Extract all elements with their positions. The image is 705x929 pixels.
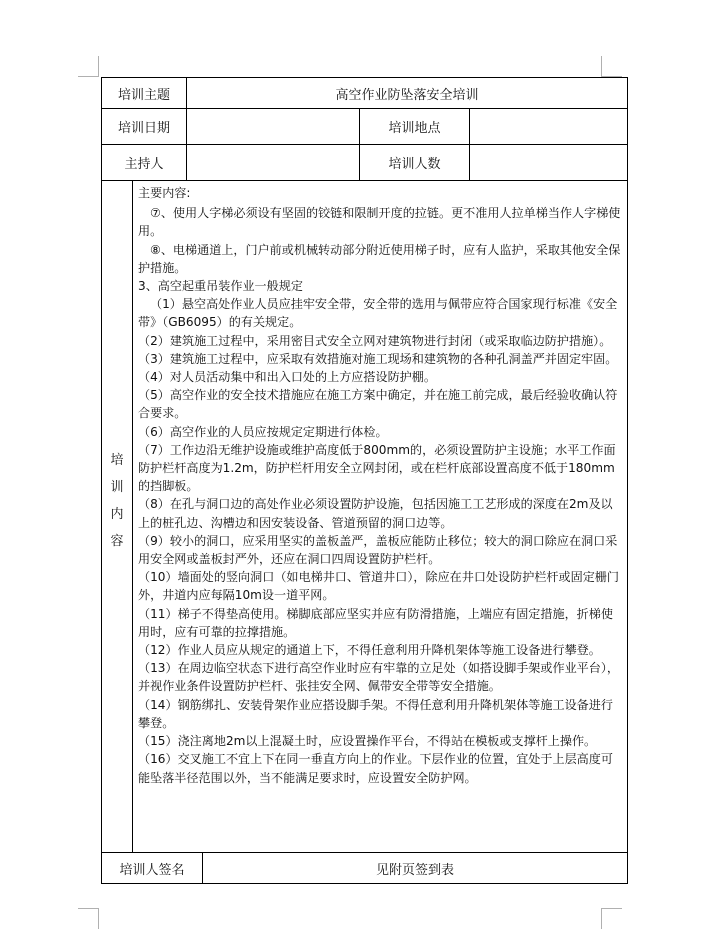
content-side-cell [102, 181, 133, 853]
content-paragraph: （9）较小的洞口，应采用坚实的盖板盖严，盖板应能防止移位；较大的洞口除应在洞口采用安全网或盖板封严外，还应在洞口四周设置防护栏杆。 [138, 533, 618, 567]
content-section-heading: 3、高空起重吊装作业一般规定 [138, 279, 303, 294]
content-label-char: 容 [110, 534, 124, 549]
content-title: 主要内容: [138, 186, 191, 200]
crop-mark-top-right [601, 56, 622, 77]
content-label-char: 内 [110, 507, 124, 522]
training-record-form [101, 77, 628, 884]
signature-row [102, 853, 628, 884]
content-paragraph: （7）工作边沿无维护设施或维护高度低于800mm的，必须设置防护主设施；水平工作面防护栏杆高度为1.2m，防护栏杆用安全立网封闭，或在栏杆底部设置高度不低于180mm的挡脚板。 [138, 442, 616, 494]
host-field[interactable] [187, 145, 360, 181]
topic-row [102, 78, 628, 109]
content-paragraph: ⑧、电梯通道上，门户前或机械转动部分附近使用梯子时，应有人监护，采取其他安全保护措施。 [138, 242, 621, 275]
count-label: 培训人数 [360, 145, 470, 181]
crop-mark-bottom-left [78, 908, 99, 929]
place-label: 培训地点 [360, 109, 470, 145]
count-field[interactable] [470, 145, 628, 181]
host-row [102, 145, 628, 181]
content-paragraph: （3）建筑施工过程中，应采取有效措施对施工现场和建筑物的各种孔洞盖严并固定牢固。 [138, 351, 618, 366]
content-paragraph: （4）对人员活动集中和出入口处的上方应搭设防护棚。 [138, 370, 436, 385]
content-paragraph: （14）钢筋绑扎、安装骨架作业应搭设脚手架。不得任意利用升降机架体等施工设备进行攀登。 [138, 697, 613, 730]
content-paragraph: （15）浇注离地2m以上混凝土时，应设置操作平台，不得站在模板或支撑杆上操作。 [138, 734, 597, 749]
place-field[interactable] [470, 109, 628, 145]
content-label-char: 培 [110, 453, 124, 468]
content-paragraph: （1）悬空高处作业人员应挂牢安全带，安全带的选用与佩带应符合国家现行标准《安全带》（GB6095）的有关规定。 [138, 297, 618, 330]
date-row [102, 109, 628, 145]
signature-value[interactable]: 见附页签到表 [203, 853, 628, 884]
host-label: 主持人 [102, 145, 187, 181]
content-paragraph: （12）作业人员应从规定的通道上下，不得任意利用升降机架体等施工设备进行攀登。 [138, 643, 601, 658]
content-body [133, 181, 627, 787]
date-label: 培训日期 [102, 109, 187, 145]
crop-mark-bottom-right [601, 908, 622, 929]
signature-label: 培训人签名 [102, 853, 203, 884]
content-paragraph: ⑦、使用人字梯必须设有坚固的铰链和限制开度的拉链。更不准用人拉单梯当作人字梯使用。 [138, 206, 621, 239]
content-text-cell[interactable] [133, 181, 628, 853]
content-paragraph: （13）在周边临空状态下进行高空作业时应有牢靠的立足处（如搭设脚手架或作业平台），并视作业条件设置防护栏杆、张挂安全网、佩带安全带等安全措施。 [138, 661, 619, 694]
content-paragraph: （11）梯子不得垫高使用。梯脚底部应坚实并应有防滑措施，上端应有固定措施，折梯使用时，应有可靠的拉撑措施。 [138, 606, 613, 639]
content-paragraph: （16）交叉施工不宜上下在同一垂直方向上的作业。下层作业的位置，宜处于上层高度可能坠落半径范围以外，当不能满足要求时，应设置安全防护网。 [138, 752, 613, 785]
content-label-char: 训 [110, 480, 124, 495]
content-paragraph: （10）墙面处的竖向洞口（如电梯井口、管道井口），除应在井口处设防护栏杆或固定栅门外，井道内应每隔10m设一道平网。 [138, 570, 619, 603]
topic-label: 培训主题 [102, 78, 187, 109]
topic-value[interactable]: 高空作业防坠落安全培训 [187, 78, 628, 109]
content-paragraph: （8）在孔与洞口边的高处作业必须设置防护设施，包括因施工工艺形成的深度在2m及以上的桩孔边、沟槽边和因安装设备、管道预留的洞口边等。 [138, 497, 613, 530]
content-paragraph: （5）高空作业的安全技术措施应在施工方案中确定，并在施工前完成，最后经验收确认符合要求。 [138, 388, 618, 421]
crop-mark-top-left [78, 56, 99, 77]
content-row [102, 181, 628, 853]
content-paragraph: （2）建筑施工过程中，采用密目式安全立网对建筑物进行封闭（或采取临边防护措施）。 [138, 333, 612, 348]
date-field[interactable] [187, 109, 360, 145]
content-label [110, 181, 124, 555]
content-paragraph: （6）高空作业的人员应按规定定期进行体检。 [138, 424, 388, 439]
